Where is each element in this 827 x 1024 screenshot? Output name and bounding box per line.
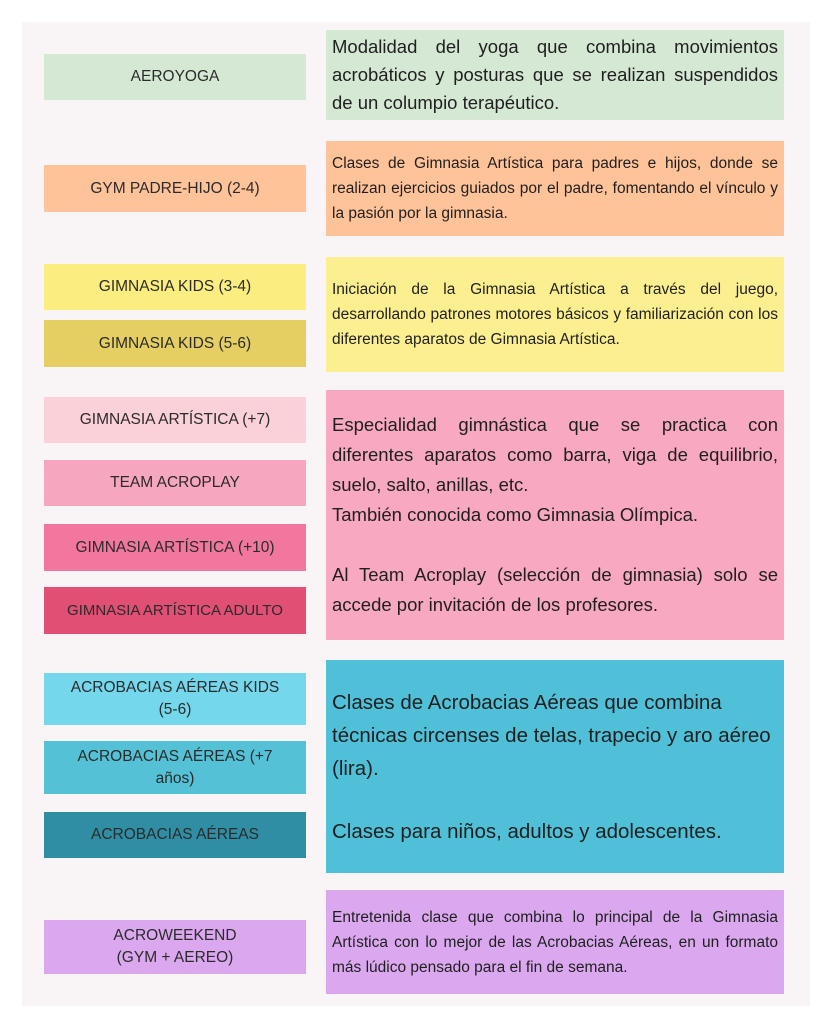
desc-kids xyxy=(326,257,784,372)
label-artistica-7 xyxy=(44,397,306,443)
label-acro-kids-line1: ACROBACIAS AÉREAS KIDS xyxy=(70,679,280,696)
desc-artistica-p1: Especialidad gimnástica que se practica con diferentes aparatos como barra, viga de equilibrio, suelo, salto, anillas, etc. xyxy=(332,414,778,495)
label-gym-padre-hijo xyxy=(44,165,306,212)
paragraph-gap xyxy=(332,530,778,560)
label-aeroyoga-text: AEROYOGA xyxy=(130,68,220,85)
desc-acro xyxy=(326,660,784,873)
label-acro-kids xyxy=(44,673,306,725)
label-kids-3-4 xyxy=(44,264,306,310)
label-acroweekend-line1: ACROWEEKEND xyxy=(113,927,237,944)
desc-kids-text: Iniciación de la Gimnasia Artística a través del juego, desarrollando patrones motores básicos y familiarización con los diferentes aparatos de Gimnasia Artística. xyxy=(332,281,778,348)
desc-gym-padre-hijo xyxy=(326,141,784,236)
label-artistica-7-text: GIMNASIA ARTÍSTICA (+7) xyxy=(79,411,271,428)
label-artistica-adulto xyxy=(44,587,306,634)
label-artistica-adulto-text: GIMNASIA ARTÍSTICA ADULTO xyxy=(67,601,283,619)
desc-aeroyoga xyxy=(326,30,784,120)
desc-acroweekend xyxy=(326,890,784,994)
label-acro-text: ACROBACIAS AÉREAS xyxy=(91,826,259,843)
label-acroweekend xyxy=(44,920,306,974)
desc-artistica xyxy=(326,390,784,640)
label-acro-7-line1: ACROBACIAS AÉREAS (+7 xyxy=(77,747,273,765)
label-kids-5-6-text: GIMNASIA KIDS (5-6) xyxy=(98,334,252,352)
desc-acroweekend-text: Entretenida clase que combina lo principal de la Gimnasia Artística con lo mejor de las Acrobacias Aéreas, en un formato más lúdico pensado para el fin de semana. xyxy=(332,908,778,976)
label-kids-3-4-text: GIMNASIA KIDS (3-4) xyxy=(98,278,252,295)
label-gym-padre-hijo-text: GYM PADRE-HIJO (2-4) xyxy=(90,179,260,197)
label-kids-5-6 xyxy=(44,320,306,367)
label-acro xyxy=(44,812,306,858)
label-aeroyoga xyxy=(44,54,306,100)
desc-artistica-p3: Al Team Acroplay (selección de gimnasia) solo se accede por invitación de los profesores. xyxy=(332,564,778,615)
desc-gym-padre-hijo-text: Clases de Gimnasia Artística para padres e hijos, donde se realizan ejercicios guiados por el padre, fomentando el vínculo y la pasión por la gimnasia. xyxy=(332,155,778,222)
desc-acro-p2: Clases para niños, adultos y adolescentes. xyxy=(332,819,722,843)
label-artistica-10-text: GIMNASIA ARTÍSTICA (+10) xyxy=(75,538,275,556)
desc-artistica-p2: También conocida como Gimnasia Olímpica. xyxy=(332,504,699,525)
label-artistica-10 xyxy=(44,524,306,571)
label-team-acroplay xyxy=(44,460,306,506)
label-team-acroplay-text: TEAM ACROPLAY xyxy=(110,474,240,491)
paragraph-gap xyxy=(332,785,778,815)
label-acro-7-line2: años) xyxy=(155,769,195,787)
label-acro-kids-line2: (5-6) xyxy=(158,701,192,718)
desc-acro-p1: Clases de Acrobacias Aéreas que combina técnicas circenses de telas, trapecio y aro aéreo (lira). xyxy=(332,690,771,780)
desc-aeroyoga-text: Modalidad del yoga que combina movimientos acrobáticos y posturas que se realizan suspendidos de un columpio terapéutico. xyxy=(332,36,778,113)
label-acroweekend-line2: (GYM + AEREO) xyxy=(116,949,234,966)
label-acro-7 xyxy=(44,741,306,794)
